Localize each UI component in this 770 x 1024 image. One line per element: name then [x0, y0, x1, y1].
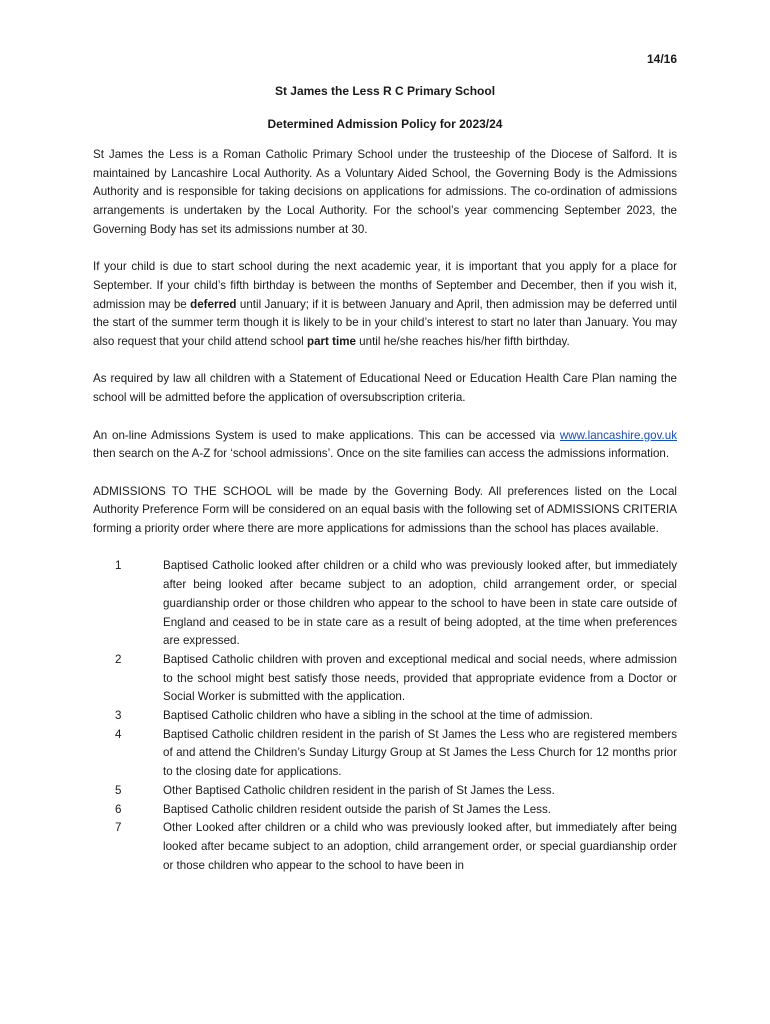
online-paragraph: [93, 427, 677, 464]
criteria-list: [93, 557, 677, 875]
criterion-number: 1: [115, 559, 122, 573]
criterion-item: [93, 801, 677, 820]
criterion-item: [93, 707, 677, 726]
intro-paragraph: St James the Less is a Roman Catholic Primary School under the trusteeship of the Diocese of Salford. It is maintained by Lancashire Local Authority. As a Voluntary Aided School, the Governing Body is the Admissions Authority and is responsible for taking decisions on applications for admissions. The co-ordination of admissions arrangements is undertaken by the Local Authority. For the school’s year commencing September 2023, the Governing Body has set its admissions number at 30.: [93, 148, 677, 236]
start-text-1: If your child is due to start school during the next academic year, it is important that you apply for a place for September. If your child’s fifth birthday is between the months of September and December, then if you wish it, admission may be: [93, 260, 677, 311]
online-text-1: An on-line Admissions System is used to make applications. This can be accessed via: [93, 428, 560, 442]
start-text-2: until January; if it is between January and April, then admission may be deferred until the start of the summer term though it is likely to be in your child’s interest to start no later than January. You may also request that your child attend school: [93, 297, 677, 349]
criterion-number: 5: [115, 783, 122, 797]
start-text-3: until he/she reaches his/her fifth birthday.: [355, 335, 570, 349]
criterion-number: 4: [115, 727, 122, 741]
criterion-text: Baptised Catholic children resident outside the parish of St James the Less.: [163, 802, 551, 816]
criterion-text: Baptised Catholic children who have a sibling in the school at the time of admission.: [163, 709, 593, 723]
ehc-paragraph: As required by law all children with a Statement of Educational Need or Education Health Care Plan naming the school will be admitted before the application of oversubscription criteria.: [93, 372, 677, 405]
admissions-paragraph: ADMISSIONS TO THE SCHOOL will be made by the Governing Body. All preferences listed on the Local Authority Preference Form will be considered on an equal basis with the following set of ADMISSIONS CRITERIA forming a priority order where there are more applications for admissions than the school has places available.: [93, 484, 677, 535]
criterion-text: Baptised Catholic children with proven and exceptional medical and social needs, where admission to the school might best satisfy those needs, provided that appropriate evidence from a Doctor or Social Worker is submitted with the application.: [163, 652, 677, 704]
policy-title: Determined Admission Policy for 2023/24: [267, 117, 503, 131]
criterion-number: 3: [115, 709, 122, 723]
criterion-text: Other Baptised Catholic children resident in the parish of St James the Less.: [163, 783, 555, 797]
school-title: St James the Less R C Primary School: [274, 84, 496, 98]
criterion-item: [93, 819, 677, 875]
criterion-item: [93, 557, 677, 651]
page-number: 14/16: [646, 52, 677, 66]
criterion-number: 2: [115, 652, 122, 666]
start-school-paragraph: [93, 258, 677, 352]
criterion-text: Baptised Catholic looked after children or a child who was previously looked after, but immediately after being looked after became subject to an adoption, child arrangement order, or special guardianship order or those children who appear to the school to have been in state care outside of England and ceased to be in state care as a result of being adopted, at the time when preferences are expressed.: [163, 559, 677, 648]
criterion-item: [93, 782, 677, 801]
criterion-item: [93, 726, 677, 782]
criterion-text: Other Looked after children or a child who was previously looked after, but immediately after being looked after became subject to an adoption, child arrangement order, or special guardianship order or those children who appear to the school to have been in: [163, 821, 677, 872]
criterion-number: 7: [115, 821, 122, 835]
criterion-item: [93, 651, 677, 707]
online-text-2: then search on the A-Z for ‘school admissions’. Once on the site families can access the admissions information.: [93, 447, 670, 461]
deferred-emphasis: deferred: [190, 297, 237, 311]
document-body: [93, 146, 677, 875]
part-time-emphasis: part time: [306, 335, 356, 349]
criterion-number: 6: [115, 802, 122, 816]
criterion-text: Baptised Catholic children resident in the parish of St James the Less who are registered members of and attend the Children’s Sunday Liturgy Group at St James the Less Church for 12 months prior to the closing date for applications.: [163, 727, 677, 779]
lancashire-link[interactable]: www.lancashire.gov.uk: [559, 428, 677, 442]
